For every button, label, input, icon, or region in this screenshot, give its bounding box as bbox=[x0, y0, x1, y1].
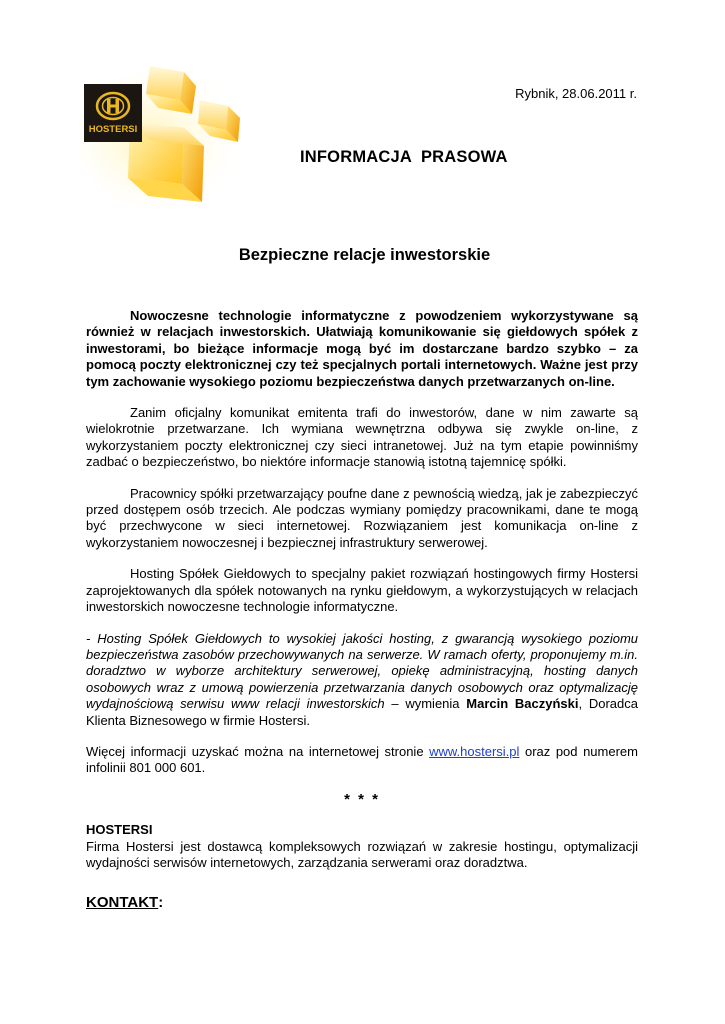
paragraph-3: Hosting Spółek Giełdowych to specjalny pakiet rozwiązań hostingowych firmy Hostersi zaprojektowanych dla spółek notowanych na rynku giełdowym, a wykorzystujących w relacjach inwestorskich nowoczesne technologie informatyczne. bbox=[86, 566, 638, 615]
quote-author: Marcin Baczyński bbox=[466, 696, 579, 712]
paragraph-1: Zanim oficjalny komunikat emitenta trafi do inwestorów, dane w nim zawarte są wielokrotnie przetwarzane. Ich wymiana wewnętrzna odbywa się zwykle on-line, z wykorzystaniem poczty elektronicznej czy sieci intranetowej. Już na tym etapie powinniśmy zadbać o bezpieczeństwo, bo niektóre informacje stanowią istotną tajemnicę spółki. bbox=[86, 405, 638, 470]
hostersi-logo bbox=[80, 62, 255, 212]
quote-italic: - Hosting Spółek Giełdowych to wysokiej jakości hosting, z gwarancją wysokiego poziomu bezpieczeństwa zasobów przechowywanych na serwerze. W ramach oferty, proponujemy m.in. doradztwo w wyborze architektury serwerowej, opiekę administracyjną, hosting danych osobowych wraz z umową powierzenia przetwarzania danych osobowych oraz optymalizację wydajnościową serwisu www relacji inwestorskich bbox=[86, 630, 638, 712]
document-subtitle: Bezpieczne relacje inwestorskie bbox=[238, 246, 491, 264]
logo-text: HOSTERSI bbox=[88, 124, 138, 135]
document-title: INFORMACJA PRASOWA bbox=[300, 148, 508, 166]
info-paragraph: Więcej informacji uzyskać można na internetowej stronie www.hostersi.pl oraz pod numerem infolinii 801 000 601. bbox=[86, 743, 638, 776]
contact-heading: KONTAKT: bbox=[86, 894, 164, 912]
date-line: Rybnik, 28.06.2011 r. bbox=[515, 86, 637, 101]
about-header: HOSTERSI bbox=[86, 822, 153, 838]
quote-attribution: – wymienia bbox=[384, 696, 467, 712]
section-divider: * * * bbox=[344, 790, 380, 808]
paragraph-2: Pracownicy spółki przetwarzający poufne dane z pewnością wiedzą, jak je zabezpieczyć przed dostępem osób trzecich. Ale podczas wymiany pomiędzy pracownikami, dane te mogą być przechwycone w sieci internetowej. Rozwiązaniem jest komunikacja on-line z wykorzystaniem nowoczesnej i bezpiecznej infrastruktury serwerowej. bbox=[86, 485, 638, 550]
logo-badge bbox=[84, 84, 142, 142]
website-link[interactable]: www.hostersi.pl bbox=[429, 743, 520, 759]
about-text: Firma Hostersi jest dostawcą kompleksowych rozwiązań w zakresie hostingu, optymalizacji wydajności serwisów internetowych, zarządzania serwerami oraz doradztwa. bbox=[86, 838, 638, 870]
quote-role: , Doradca Klienta Biznesowego w firmie Hostersi. bbox=[86, 696, 638, 728]
document-body bbox=[86, 308, 638, 912]
quote-paragraph bbox=[86, 631, 638, 729]
lead-paragraph: Nowoczesne technologie informatyczne z powodzeniem wykorzystywane są również w relacjach inwestorskich. Ułatwiają komunikowanie się giełdowych spółek z inwestorami, bo bieżące informacje mogą być im dostarczane bardzo szybko – za pomocą poczty elektronicznej czy też specjalnych portali internetowych. Ważne jest przy tym zachowanie wysokiego poziomu bezpieczeństwa danych przetwarzanych on-line. bbox=[86, 308, 638, 389]
